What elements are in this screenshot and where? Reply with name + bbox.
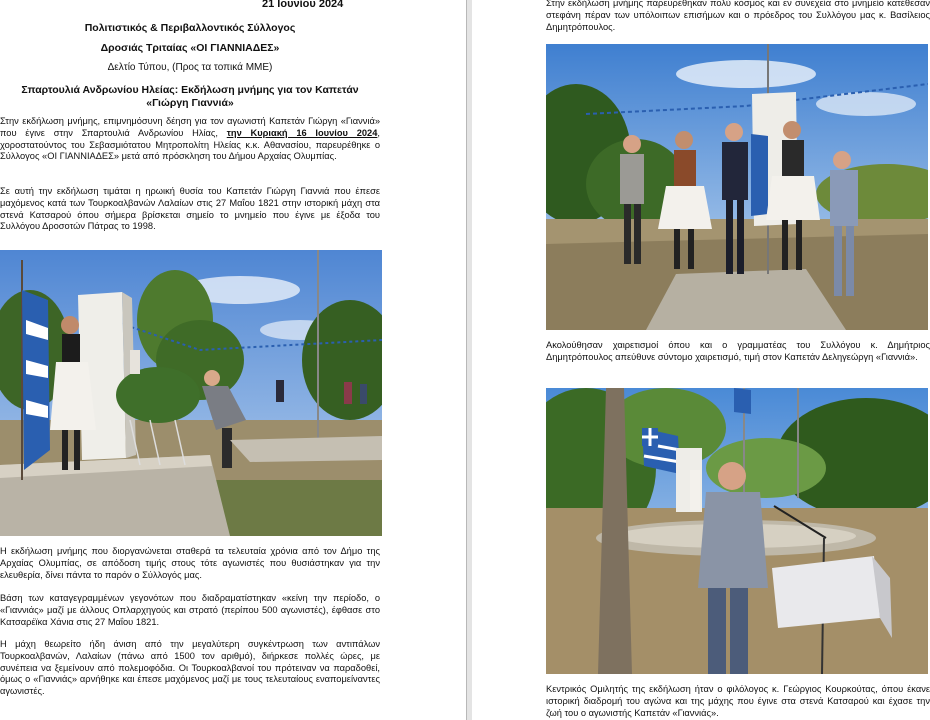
press-release-label: Δελτίο Τύπου, (Προς τα τοπικά ΜΜΕ) — [107, 62, 273, 73]
press-date: 21 Ιουνίου 2024 — [262, 0, 344, 10]
org-name: Πολιτιστικός & Περιβαλλοντικός Σύλλογος — [84, 22, 296, 34]
paragraph-history: Βάση των καταγεγραμμένων γεγονότων που διαδραματίστηκαν «κείνη την περίοδο, ο «Γιαννιάς» μαζί με άλλους Οπλαρχηγούς και στρατό (περίπου 500 αγωνιστές), έφθασε στο Κατσαρέϊκα Χάνια στις 27 Μαΐου 1821. — [0, 593, 380, 627]
paragraph-speaker: Κεντρικός Ομιλητής της εκδήλωση ήταν ο φιλόλογος κ. Γεώργιος Κουρκούτας, όπου έκανε ιστορική διαδρομή του αγώνα και της μάχης που έγινε στα στενά Κατσαρού και έχασε την ζωή του ο αγωνιστής Καπετάν «Γιαννιάς». — [546, 684, 930, 718]
paragraph-sacrifice: Σε αυτή την εκδήλωση τιμάται η ηρωική θυσία του Καπετάν Γιώργη Γιαννιά που έπεσε μαχόμενος κατά των Τουρκοαλβανών Λαλαίων στις 27 Μαΐου 1821 στην ιστορική μάχη στα στενά Κατσαρού όπου σήμερα βρίσκεται σημείο το μνημείο που έγινε με έξοδα του Συλλόγου Δροσοτών Πάτρας το 1998. — [0, 186, 380, 232]
org-subname: Δροσιάς Τριταίας «ΟΙ ΓΙΑΝΝΙΑΔΕΣ» — [100, 42, 280, 54]
paragraph-attendance: Στην εκδήλωση μνήμης παρευρέθηκαν πολύ κόσμος και εν συνεχεία στο μνημείο κατέθεσαν στεφάνη πέραν των υπόλοιπων επισήμων και ο πρόεδρος του Συλλόγου μας κ. Βασίλειος Δημητρόπουλος. — [546, 0, 930, 32]
photo-wreath-laying — [0, 250, 382, 536]
paragraph-organizer: Η εκδήλωση μνήμης που διοργανώνεται σταθερά τα τελευταία χρόνια από τον Δήμο της Αρχαίας Ολυμπίας, σε απόδοση τιμής στους τότε αγωνιστές που θυσιάστηκαν για την ελευθερία, δίνει πάντα το παρόν ο Σύλλογός μας. — [0, 546, 380, 580]
paragraph-greetings: Ακολούθησαν χαιρετισμοί όπου και ο γραμματέας του Συλλόγου κ. Δημήτριος Δημητρόπουλος απεύθυνε σύντομο χαιρετισμό, τιμή στον Καπετάν Δεληγεώργη «Γιαννιά». — [546, 340, 930, 362]
paragraph-battle: Η μάχη θεωρείτο ήδη άνιση από την μεγαλύτερη συγκέντρωση των αντιπάλων Τουρκοαλβανών, Λαλαίων (πάνω από 1500 τον αριθμό), διήρκεσε πολλές ώρες, με συνέπεια να ξεμείνουν από πολεμοφόδια. Οι Τουρκοαλβανοί του πρότειναν να παραδοθεί, όμως ο «Γιαννιάς» αρνήθηκε και έπεσε μαχόμενος μαζί με τους τελευταίους εναπομείναντες αγωνιστές. — [0, 639, 380, 697]
headline-line-1: Σπαρτουλιά Ανδρωνίου Ηλείας: Εκδήλωση μνήμης για τον Καπετάν — [21, 84, 359, 96]
photo-group-monument — [546, 44, 928, 330]
paragraph-intro: Στην εκδήλωση μνήμης, επιμνημόσυνη δέηση για τον αγωνιστή Καπετάν Γιώργη «Γιαννιά» που έγινε στην Σπαρτουλιά Ανδρωνίου Ηλίας, την Κυριακή 16 Ιουνίου 2024, χοροστατούντος του Σεβασμιότατου Μητροπολίτη Ηλείας κ.κ. Αθανασίου, παρευρέθηκε ο Σύλλογος «ΟΙ ΓΙΑΝΝΙΑΔΕΣ» μετά από πρόσκληση του Δήμου Αρχαίας Ολυμπίας. — [0, 116, 380, 162]
right-page — [472, 0, 930, 720]
headline-line-2: «Γιώργη Γιαννιά» — [146, 97, 234, 109]
photo-speaker — [546, 388, 928, 674]
